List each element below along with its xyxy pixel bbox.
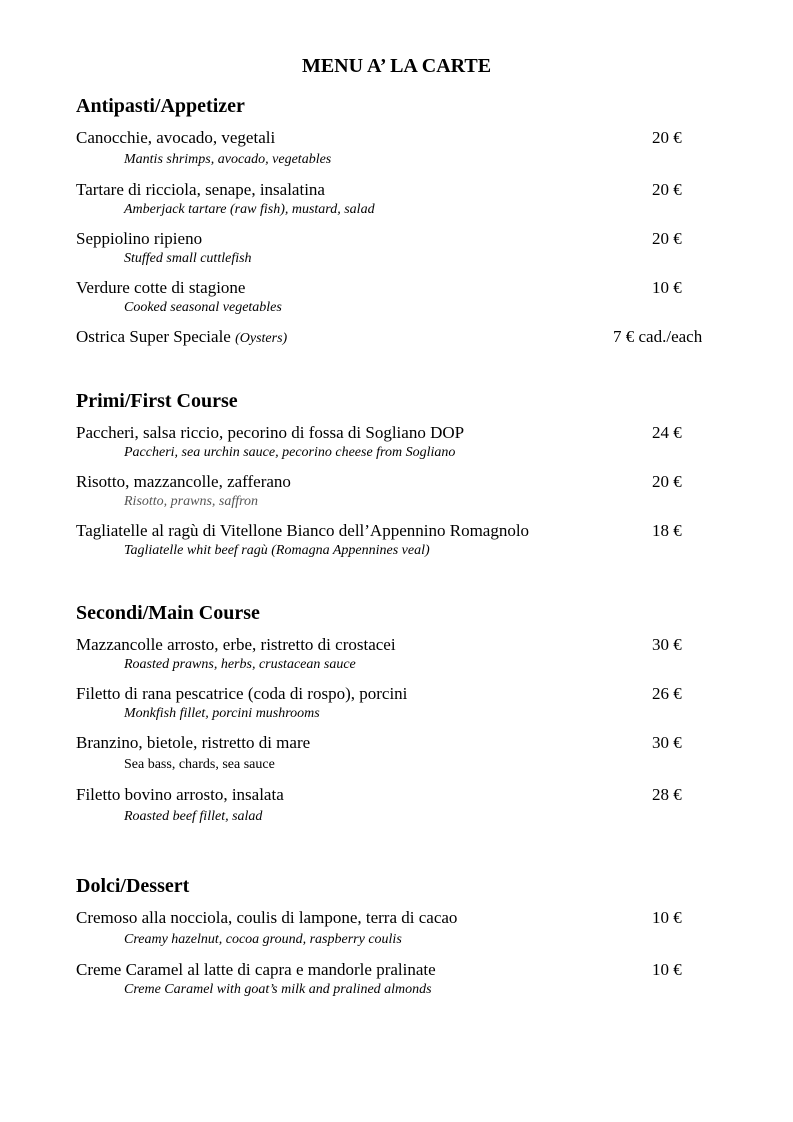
menu-item-description: Roasted prawns, herbs, crustacean sauce — [124, 657, 356, 672]
menu-item-name: Verdure cotte di stagione — [76, 278, 246, 297]
menu-item-name: Tartare di ricciola, senape, insalatina — [76, 180, 325, 199]
menu-item-price: 20 € — [652, 180, 682, 199]
menu-item-price: 20 € — [652, 128, 682, 147]
menu-item-description: Monkfish fillet, porcini mushrooms — [124, 706, 320, 721]
menu-item-description: Roasted beef fillet, salad — [124, 809, 263, 824]
section-heading-dolci: Dolci/Dessert — [76, 875, 190, 897]
menu-item-price: 20 € — [652, 229, 682, 248]
menu-item-description: Tagliatelle whit beef ragù (Romagna Appennines veal) — [124, 543, 430, 558]
menu-item-name-oyster — [76, 327, 287, 347]
menu-item-price: 10 € — [652, 908, 682, 927]
menu-item-description: Amberjack tartare (raw fish), mustard, salad — [124, 202, 375, 217]
section-heading-secondi: Secondi/Main Course — [76, 602, 260, 624]
menu-item-name: Paccheri, salsa riccio, pecorino di fossa di Sogliano DOP — [76, 423, 465, 442]
menu-item-description: Risotto, prawns, saffron — [124, 494, 259, 509]
menu-item-name: Risotto, mazzancolle, zafferano — [76, 472, 291, 491]
menu-item-name: Canocchie, avocado, vegetali — [76, 128, 276, 147]
menu-item-name: Branzino, bietole, ristretto di mare — [76, 733, 311, 752]
menu-item-price: 30 € — [652, 635, 682, 654]
menu-item-description: Paccheri, sea urchin sauce, pecorino cheese from Sogliano — [124, 445, 456, 460]
page-title: MENU A’ LA CARTE — [301, 55, 492, 77]
menu-item-name: Filetto bovino arrosto, insalata — [76, 785, 284, 804]
menu-item-description: Mantis shrimps, avocado, vegetables — [124, 152, 332, 167]
menu-item-price: 10 € — [652, 960, 682, 979]
menu-item-name: Seppiolino ripieno — [76, 229, 203, 248]
menu-item-price: 10 € — [652, 278, 682, 297]
menu-item-price: 20 € — [652, 472, 682, 491]
menu-item-name: Tagliatelle al ragù di Vitellone Bianco dell’Appennino Romagnolo — [76, 521, 530, 540]
section-heading-primi: Primi/First Course — [76, 390, 238, 412]
oyster-name: Ostrica Super Speciale — [76, 327, 231, 346]
menu-item-description: Stuffed small cuttlefish — [124, 251, 252, 266]
menu-item-description: Cooked seasonal vegetables — [124, 300, 282, 315]
menu-item-description: Creme Caramel with goat’s milk and pralined almonds — [124, 982, 432, 997]
oyster-price: 7 € cad./each — [613, 327, 703, 346]
menu-item-price: 28 € — [652, 785, 682, 804]
menu-item-price: 30 € — [652, 733, 682, 752]
menu-item-price: 26 € — [652, 684, 682, 703]
oyster-note: (Oysters) — [235, 331, 288, 346]
menu-item-name: Cremoso alla nocciola, coulis di lampone, terra di cacao — [76, 908, 458, 927]
menu-item-name: Filetto di rana pescatrice (coda di rospo), porcini — [76, 684, 408, 703]
section-heading-antipasti: Antipasti/Appetizer — [76, 95, 245, 117]
menu-item-description: Creamy hazelnut, cocoa ground, raspberry coulis — [124, 932, 402, 947]
menu-item-name: Mazzancolle arrosto, erbe, ristretto di crostacei — [76, 635, 396, 654]
menu-item-description: Sea bass, chards, sea sauce — [124, 757, 275, 772]
menu-item-name: Creme Caramel al latte di capra e mandorle pralinate — [76, 960, 436, 979]
menu-item-price: 18 € — [652, 521, 682, 540]
menu-item-price: 24 € — [652, 423, 682, 442]
